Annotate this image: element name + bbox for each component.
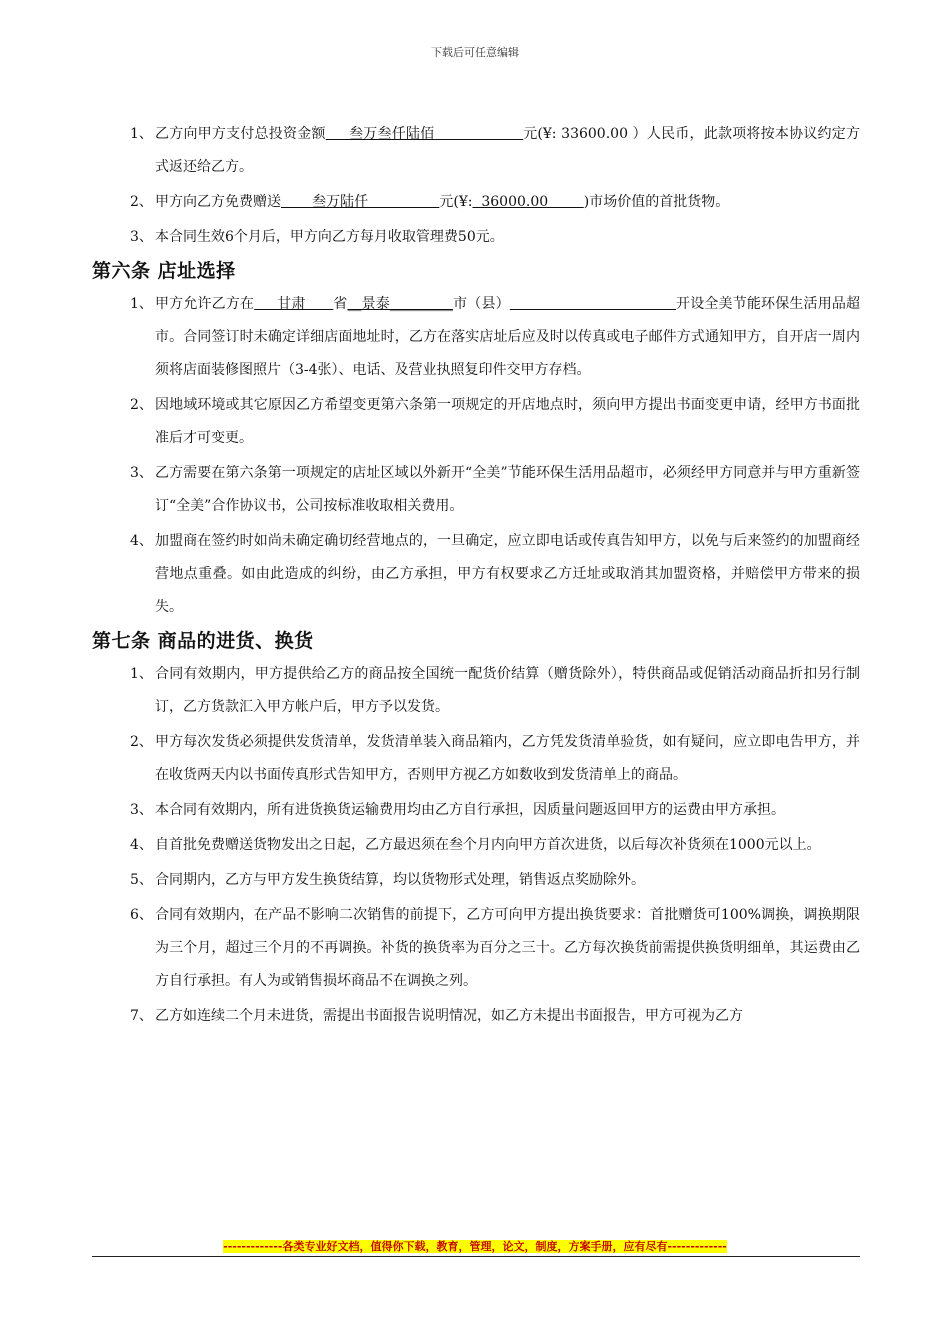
item-text: 元(¥: [439,194,473,210]
amount-words-field: 叁万陆仟 [281,194,440,210]
list-item [92,899,860,998]
list-item [92,829,860,862]
item-number: 1、 [130,296,153,312]
item-number: 7、 [130,1008,153,1024]
item-number: 2、 [130,397,153,413]
item-text: 开设全美节能环保生活用品超市。合同签订时未确定详细店面地址时，乙方在落实店址后应及时以传真或电子邮件方式通知甲方，自开店一周内须将店面装修图照片（3-4张）、电话、及营业执照复印件交甲方存档。 [155,296,861,378]
item-text: 本合同有效期内，所有进货换货运输费用均由乙方自行承担，因质量问题返回甲方的运费由甲方承担。 [155,802,785,818]
item-text: 合同期内，乙方与甲方发生换货结算，均以货物形式处理，销售返点奖励除外。 [155,872,645,888]
item-number: 4、 [130,837,153,853]
amount-words-field: 叁万叁仟陆佰 [325,126,524,142]
list-item [92,389,860,455]
item-text: 市（县） [452,296,510,312]
list-item [92,186,860,219]
list-item [92,457,860,523]
item-text: 甲方向乙方免费赠送 [155,194,281,210]
item-number: 6、 [130,907,153,923]
city-field: __景泰_________ [347,296,453,312]
list-item [92,864,860,897]
header-note: 下载后可任意编辑 [431,46,519,59]
item-text: 合同有效期内，在产品不影响二次销售的前提下，乙方可向甲方提出换货要求：首批赠货可100%调换，调换期限为三个月，超过三个月的不再调换。补货的换货率为百分之三十。乙方每次换货前需提供换货明细单，其运费由乙方自行承担。有人为或销售损坏商品不在调换之列。 [155,907,860,989]
item-text: 甲方每次发货必须提供发货清单，发货清单装入商品箱内，乙方凭发货清单验货，如有疑问，应立即电告甲方，并在收货两天内以书面传真形式告知甲方，否则甲方视乙方如数收到发货清单上的商品。 [155,734,860,783]
address-field [510,296,676,312]
section-heading: 第六条 店址选择 [92,260,236,282]
list-item [92,658,860,724]
list-item [92,525,860,624]
item-text: 合同有效期内，甲方提供给乙方的商品按全国统一配货价结算（赠货除外），特供商品或促销活动商品折扣另行制订，乙方货款汇入甲方帐户后，甲方予以发货。 [155,666,860,715]
list-item [92,726,860,792]
item-number: 1、 [130,126,153,142]
item-text: )市场价值的首批货物。 [583,194,730,210]
list-item [92,221,860,254]
item-number: 1、 [130,666,153,682]
item-number: 2、 [130,734,153,750]
item-number: 4、 [130,533,153,549]
footer-note [0,1238,950,1254]
item-text: 因地域环境或其它原因乙方希望变更第六条第一项规定的开店地点时，须向甲方提出书面变更申请，经甲方书面批准后才可变更。 [155,397,860,446]
item-text: 自首批免费赠送货物发出之日起，乙方最迟须在叁个月内向甲方首次进货，以后每次补货须在1000元以上。 [155,837,821,853]
footer-divider [92,1256,860,1257]
amount-number-field: 36000.00 [472,194,584,210]
list-item [92,1000,860,1033]
item-number: 3、 [130,229,153,245]
item-number: 5、 [130,872,153,888]
item-text: 本合同生效6个月后，甲方向乙方每月收取管理费50元。 [155,229,504,245]
footer-note-text: -------------各类专业好文档，值得你下载，教育，管理，论文，制度，方案手册，应有尽有------------- [223,1240,727,1253]
document-body [92,118,860,1033]
list-item [92,794,860,827]
item-text: 乙方如连续二个月未进货，需提出书面报告说明情况，如乙方未提出书面报告，甲方可视为乙方 [155,1008,743,1024]
list-item [92,118,860,184]
section-heading: 第七条 商品的进货、换货 [92,630,314,652]
item-number: 3、 [130,465,153,481]
item-number: 3、 [130,802,153,818]
item-text: 甲方允许乙方在 [155,296,255,312]
item-text: 加盟商在签约时如尚未确定确切经营地点的，一旦确定，应立即电话或传真告知甲方，以免与后来签约的加盟商经营地点重叠。如由此造成的纠纷，由乙方承担，甲方有权要求乙方迁址或取消其加盟资格，并赔偿甲方带来的损失。 [155,533,860,615]
province-field: 甘肃 [254,296,334,312]
item-number: 2、 [130,194,153,210]
item-text: 乙方需要在第六条第一项规定的店址区域以外新开“全美”节能环保生活用品超市，必须经甲方同意并与甲方重新签订“全美”合作协议书，公司按标准收取相关费用。 [155,465,860,514]
list-item [92,288,860,387]
item-text: 乙方向甲方支付总投资金额 [155,126,326,142]
item-text: 省 [333,296,348,312]
item-text: 元(¥: 33600.00 ）人民币，此款项将按本协议约定方式返还给乙方。 [155,126,860,175]
